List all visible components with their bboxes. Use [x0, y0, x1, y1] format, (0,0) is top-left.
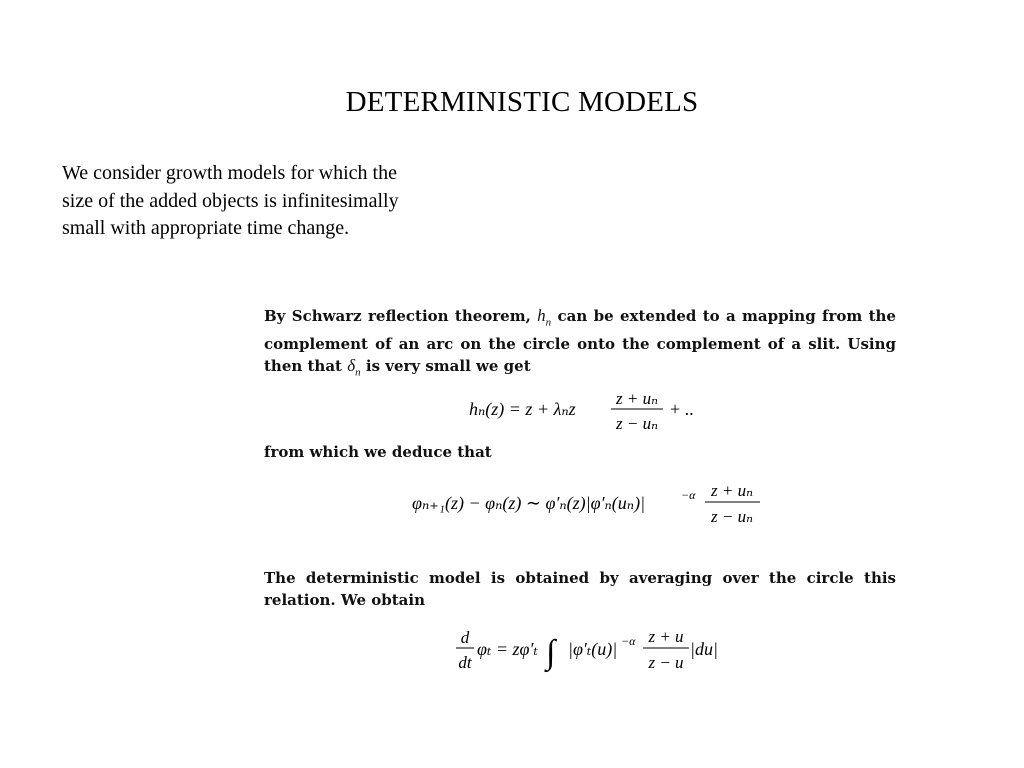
eq2-lhs: φₙ₊₁(z) − φₙ(z) ∼ φ′ₙ(z)|φ′ₙ(uₙ)|	[412, 493, 646, 513]
equation-1	[469, 385, 709, 437]
eq2-exponent: −α	[681, 488, 696, 502]
para1-part1: By Schwarz reflection theorem,	[264, 307, 531, 325]
eq3-integral-sign: ∫	[546, 634, 556, 671]
eq2-denominator: z − uₙ	[711, 507, 753, 526]
var-delta-n: $\delta_n$	[347, 356, 361, 379]
para1-part2: can be extended to a mapping from the complement of an arc on the circle onto the complement of a slit. Using then that	[264, 307, 896, 376]
eq3-exponent: −α	[621, 634, 636, 648]
eq3-numerator: z + u	[648, 627, 684, 646]
eq3-denominator: z − u	[648, 653, 684, 672]
eq3-tail: |du|	[690, 639, 718, 659]
eq2-numerator: z + uₙ	[711, 481, 753, 500]
intro-paragraph: We consider growth models for which the size of the added objects is infinitesimally small with appropriate time change.	[62, 162, 399, 239]
slide-title: DETERMINISTIC MODELS	[345, 86, 699, 118]
eq1-numerator: z + uₙ	[616, 389, 658, 408]
eq1-tail: + ..	[670, 399, 694, 419]
eq1-lhs: hₙ(z) = z + λₙz	[469, 399, 576, 419]
equation-2	[412, 477, 772, 531]
eq3-d-denominator: dt	[458, 653, 472, 672]
excerpt-paragraph-2: from which we deduce that	[264, 443, 492, 461]
eq3-d-numerator: d	[460, 628, 470, 647]
eq3-middle: φₜ = zφ′ₜ	[477, 639, 538, 659]
excerpt-paragraph-1	[264, 305, 896, 384]
excerpt-paragraph-3: The deterministic model is obtained by averaging over the circle this relation. We obtain	[264, 569, 896, 609]
var-h-n: $h_n$	[537, 306, 552, 329]
eq1-denominator: z − uₙ	[616, 414, 658, 433]
para1-part3: is very small we get	[365, 357, 531, 376]
equation-3	[456, 623, 746, 681]
eq3-abs: |φ′ₜ(u)|	[568, 639, 618, 659]
